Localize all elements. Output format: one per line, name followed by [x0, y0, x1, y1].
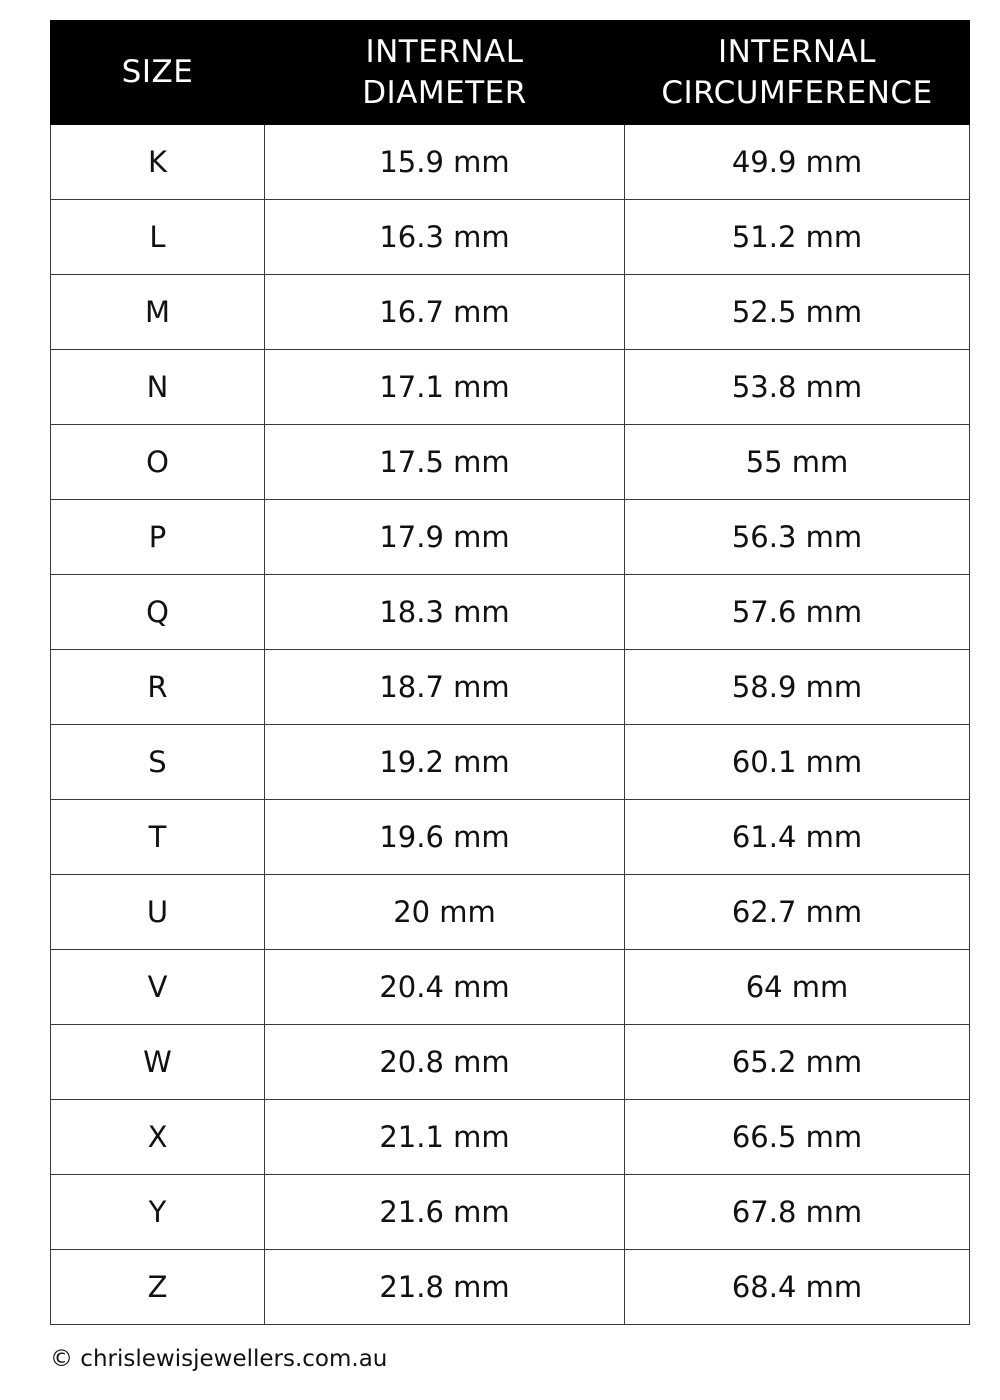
- table-header: [51, 21, 970, 125]
- circumference-cell: 67.8 mm: [625, 1175, 970, 1250]
- table-row: [51, 1175, 970, 1250]
- size-cell: R: [51, 650, 265, 725]
- size-cell: Y: [51, 1175, 265, 1250]
- header-internal-circumference: [625, 21, 970, 125]
- table-row: [51, 500, 970, 575]
- table-row: [51, 950, 970, 1025]
- table-row: [51, 650, 970, 725]
- diameter-cell: 21.6 mm: [265, 1175, 625, 1250]
- circumference-cell: 52.5 mm: [625, 275, 970, 350]
- table-row: [51, 350, 970, 425]
- size-cell: Q: [51, 575, 265, 650]
- diameter-cell: 21.1 mm: [265, 1100, 625, 1175]
- diameter-cell: 20.8 mm: [265, 1025, 625, 1100]
- circumference-cell: 56.3 mm: [625, 500, 970, 575]
- diameter-cell: 21.8 mm: [265, 1250, 625, 1325]
- ring-size-table: [50, 20, 970, 1325]
- size-cell: W: [51, 1025, 265, 1100]
- header-internal-circumference-line-2: CIRCUMFERENCE: [661, 74, 933, 111]
- header-internal-circumference-line-1: INTERNAL: [717, 33, 877, 70]
- size-cell: V: [51, 950, 265, 1025]
- diameter-cell: 17.5 mm: [265, 425, 625, 500]
- size-cell: O: [51, 425, 265, 500]
- circumference-cell: 64 mm: [625, 950, 970, 1025]
- diameter-cell: 18.7 mm: [265, 650, 625, 725]
- table-row: [51, 200, 970, 275]
- header-internal-diameter-line-1: INTERNAL: [365, 33, 524, 70]
- size-cell: X: [51, 1100, 265, 1175]
- size-cell: U: [51, 875, 265, 950]
- diameter-cell: 19.2 mm: [265, 725, 625, 800]
- diameter-cell: 20.4 mm: [265, 950, 625, 1025]
- table-row: [51, 575, 970, 650]
- table-body: [51, 125, 970, 1325]
- table-row: [51, 1250, 970, 1325]
- size-cell: S: [51, 725, 265, 800]
- table-row: [51, 1025, 970, 1100]
- header-internal-diameter: [265, 21, 625, 125]
- size-cell: P: [51, 500, 265, 575]
- table-row: [51, 725, 970, 800]
- circumference-cell: 66.5 mm: [625, 1100, 970, 1175]
- size-cell: T: [51, 800, 265, 875]
- circumference-cell: 65.2 mm: [625, 1025, 970, 1100]
- size-cell: L: [51, 200, 265, 275]
- diameter-cell: 17.1 mm: [265, 350, 625, 425]
- circumference-cell: 68.4 mm: [625, 1250, 970, 1325]
- copyright-notice: © chrislewisjewellers.com.au: [50, 1346, 388, 1372]
- circumference-cell: 58.9 mm: [625, 650, 970, 725]
- diameter-cell: 20 mm: [265, 875, 625, 950]
- circumference-cell: 49.9 mm: [625, 125, 970, 200]
- circumference-cell: 53.8 mm: [625, 350, 970, 425]
- header-size: [51, 21, 265, 125]
- size-cell: K: [51, 125, 265, 200]
- table-row: [51, 800, 970, 875]
- table-row: [51, 275, 970, 350]
- diameter-cell: 16.7 mm: [265, 275, 625, 350]
- diameter-cell: 19.6 mm: [265, 800, 625, 875]
- diameter-cell: 15.9 mm: [265, 125, 625, 200]
- diameter-cell: 18.3 mm: [265, 575, 625, 650]
- header-internal-diameter-line-2: DIAMETER: [362, 74, 527, 111]
- table-row: [51, 425, 970, 500]
- circumference-cell: 51.2 mm: [625, 200, 970, 275]
- table-row: [51, 1100, 970, 1175]
- size-cell: N: [51, 350, 265, 425]
- table-row: [51, 125, 970, 200]
- circumference-cell: 61.4 mm: [625, 800, 970, 875]
- circumference-cell: 60.1 mm: [625, 725, 970, 800]
- size-cell: Z: [51, 1250, 265, 1325]
- header-size-line-1: SIZE: [121, 54, 194, 90]
- header-row: [51, 21, 970, 125]
- circumference-cell: 55 mm: [625, 425, 970, 500]
- circumference-cell: 57.6 mm: [625, 575, 970, 650]
- size-cell: M: [51, 275, 265, 350]
- diameter-cell: 17.9 mm: [265, 500, 625, 575]
- diameter-cell: 16.3 mm: [265, 200, 625, 275]
- table-row: [51, 875, 970, 950]
- circumference-cell: 62.7 mm: [625, 875, 970, 950]
